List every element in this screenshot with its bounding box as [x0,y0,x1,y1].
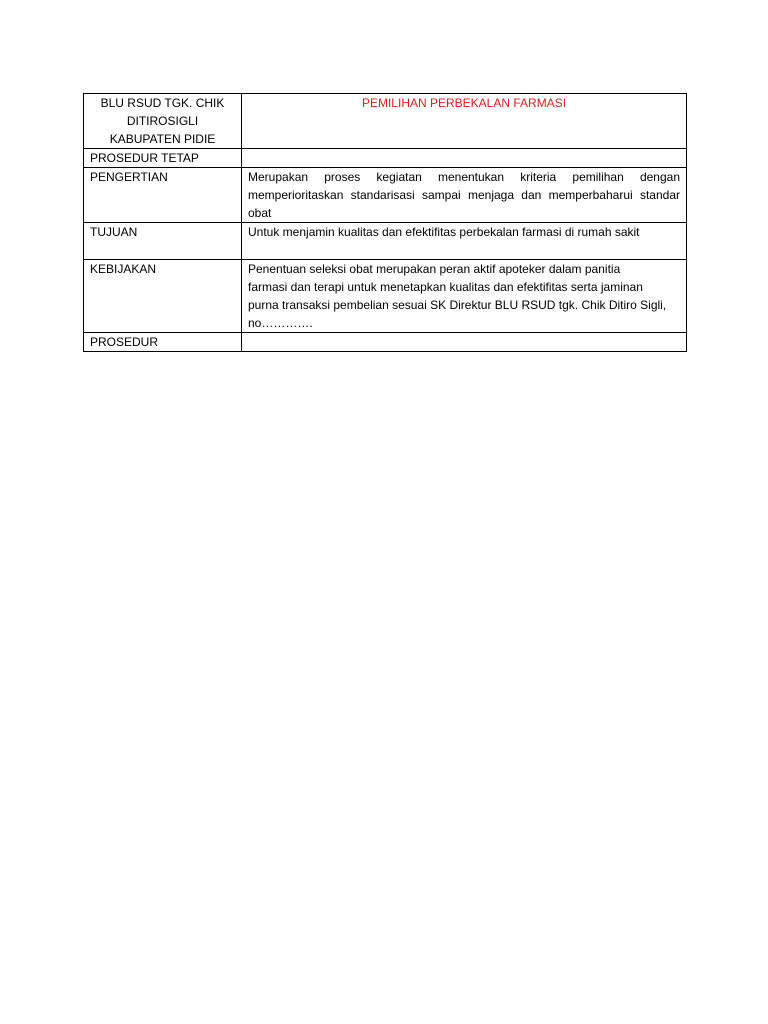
kebijakan-value [242,260,687,333]
pengertian-row [84,168,687,223]
document-title: PEMILIHAN PERBEKALAN FARMASI [242,94,687,149]
sop-table [83,93,687,352]
pengertian-label: PENGERTIAN [84,168,242,223]
kebijakan-line-1: Penentuan seleksi obat merupakan peran aktif apoteker dalam panitia [248,262,621,276]
tujuan-value: Untuk menjamin kualitas dan efektifitas perbekalan farmasi di rumah sakit [242,223,687,260]
institution-line-1: BLU RSUD TGK. CHIK [100,96,225,110]
kebijakan-label: KEBIJAKAN [84,260,242,333]
tujuan-label: TUJUAN [84,223,242,260]
kebijakan-line-2: farmasi dan terapi untuk menetapkan kualitas dan efektifitas serta jaminan [248,280,643,294]
pengertian-value: Merupakan proses kegiatan menentukan kriteria pemilihan dengan memperioritaskan standarisasi sampai menjaga dan memperbaharui standar obat [242,168,687,223]
prosedur-tetap-label: PROSEDUR TETAP [84,149,242,168]
header-row [84,94,687,149]
kebijakan-line-3: purna transaksi pembelian sesuai SK Direktur BLU RSUD tgk. Chik Ditiro Sigli, [248,298,667,312]
prosedur-tetap-row [84,149,687,168]
tujuan-row [84,223,687,260]
prosedur-row [84,333,687,352]
institution-line-2: DITIROSIGLI [126,114,199,128]
kebijakan-row [84,260,687,333]
institution-line-3: KABUPATEN PIDIE [109,132,216,146]
prosedur-tetap-value [242,149,687,168]
kebijakan-line-4: no…………. [248,316,313,330]
prosedur-value [242,333,687,352]
prosedur-label: PROSEDUR [84,333,242,352]
institution-cell [84,94,242,149]
